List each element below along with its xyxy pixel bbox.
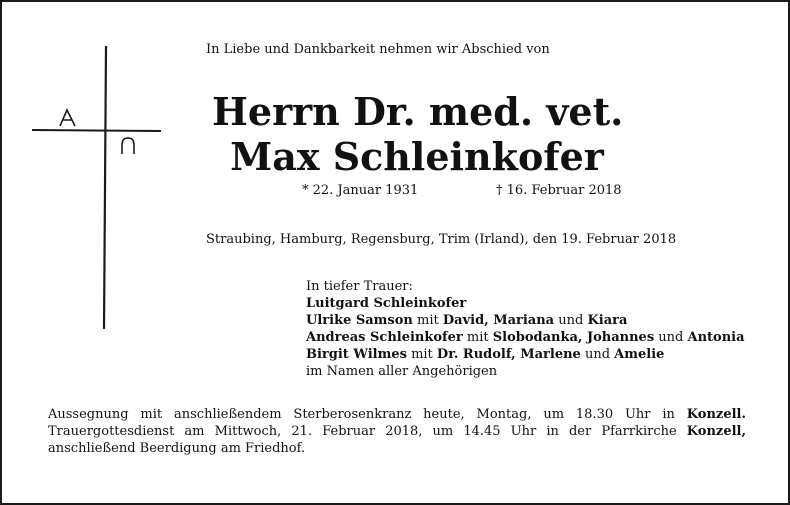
family-name: Antonia — [687, 330, 745, 345]
cross-icon — [20, 42, 180, 332]
family-line-4 — [306, 346, 745, 363]
family-name: Slobodanka, Johannes — [492, 330, 655, 345]
family-name: Amelie — [614, 347, 665, 362]
mourning-heading: In tiefer Trauer: — [306, 279, 413, 294]
family-name: Birgit Wilmes — [306, 347, 407, 362]
family-name: Ulrike Samson — [306, 313, 413, 328]
family-name: Kiara — [587, 313, 628, 328]
mourning-closing: im Namen aller Angehörigen — [306, 364, 498, 379]
notice-location: Konzell, — [686, 424, 746, 439]
notice-location: Konzell. — [686, 407, 746, 422]
notice-text: Trauergottesdienst am Mittwoch, 21. Februar 2018, um 14.45 Uhr in der Pfarrkirche — [48, 424, 677, 439]
place-date: Straubing, Hamburg, Regensburg, Trim (Irland), den 19. Februar 2018 — [206, 232, 677, 247]
death-date: † 16. Februar 2018 — [496, 183, 622, 198]
notice-line-2 — [48, 423, 746, 440]
connector: und — [580, 347, 615, 362]
family-name: Luitgard Schleinkofer — [306, 296, 467, 311]
family-line-3 — [306, 329, 745, 346]
deceased-name: Max Schleinkofer — [230, 134, 604, 179]
family-name: Dr. Rudolf, Marlene — [436, 347, 581, 362]
family-name: David, Mariana — [442, 313, 555, 328]
connector: mit — [406, 347, 437, 362]
service-notice — [48, 406, 746, 457]
family-name: Andreas Schleinkofer — [306, 330, 463, 345]
notice-text: Aussegnung mit anschließendem Sterberosenkranz heute, Montag, um 18.30 Uhr in — [48, 407, 675, 422]
notice-line-3: anschließend Beerdigung am Friedhof. — [48, 441, 306, 456]
intro-text: In Liebe und Dankbarkeit nehmen wir Abschied von — [206, 42, 550, 57]
deceased-title: Herrn Dr. med. vet. — [212, 89, 624, 134]
birth-date: * 22. Januar 1931 — [302, 183, 419, 198]
family-line-2 — [306, 312, 745, 329]
connector: mit — [412, 313, 443, 328]
connector: mit — [462, 330, 493, 345]
notice-line-1 — [48, 406, 746, 423]
connector: und — [554, 313, 588, 328]
family-line-1 — [306, 295, 745, 312]
mourners-list — [306, 278, 745, 380]
connector: und — [654, 330, 688, 345]
